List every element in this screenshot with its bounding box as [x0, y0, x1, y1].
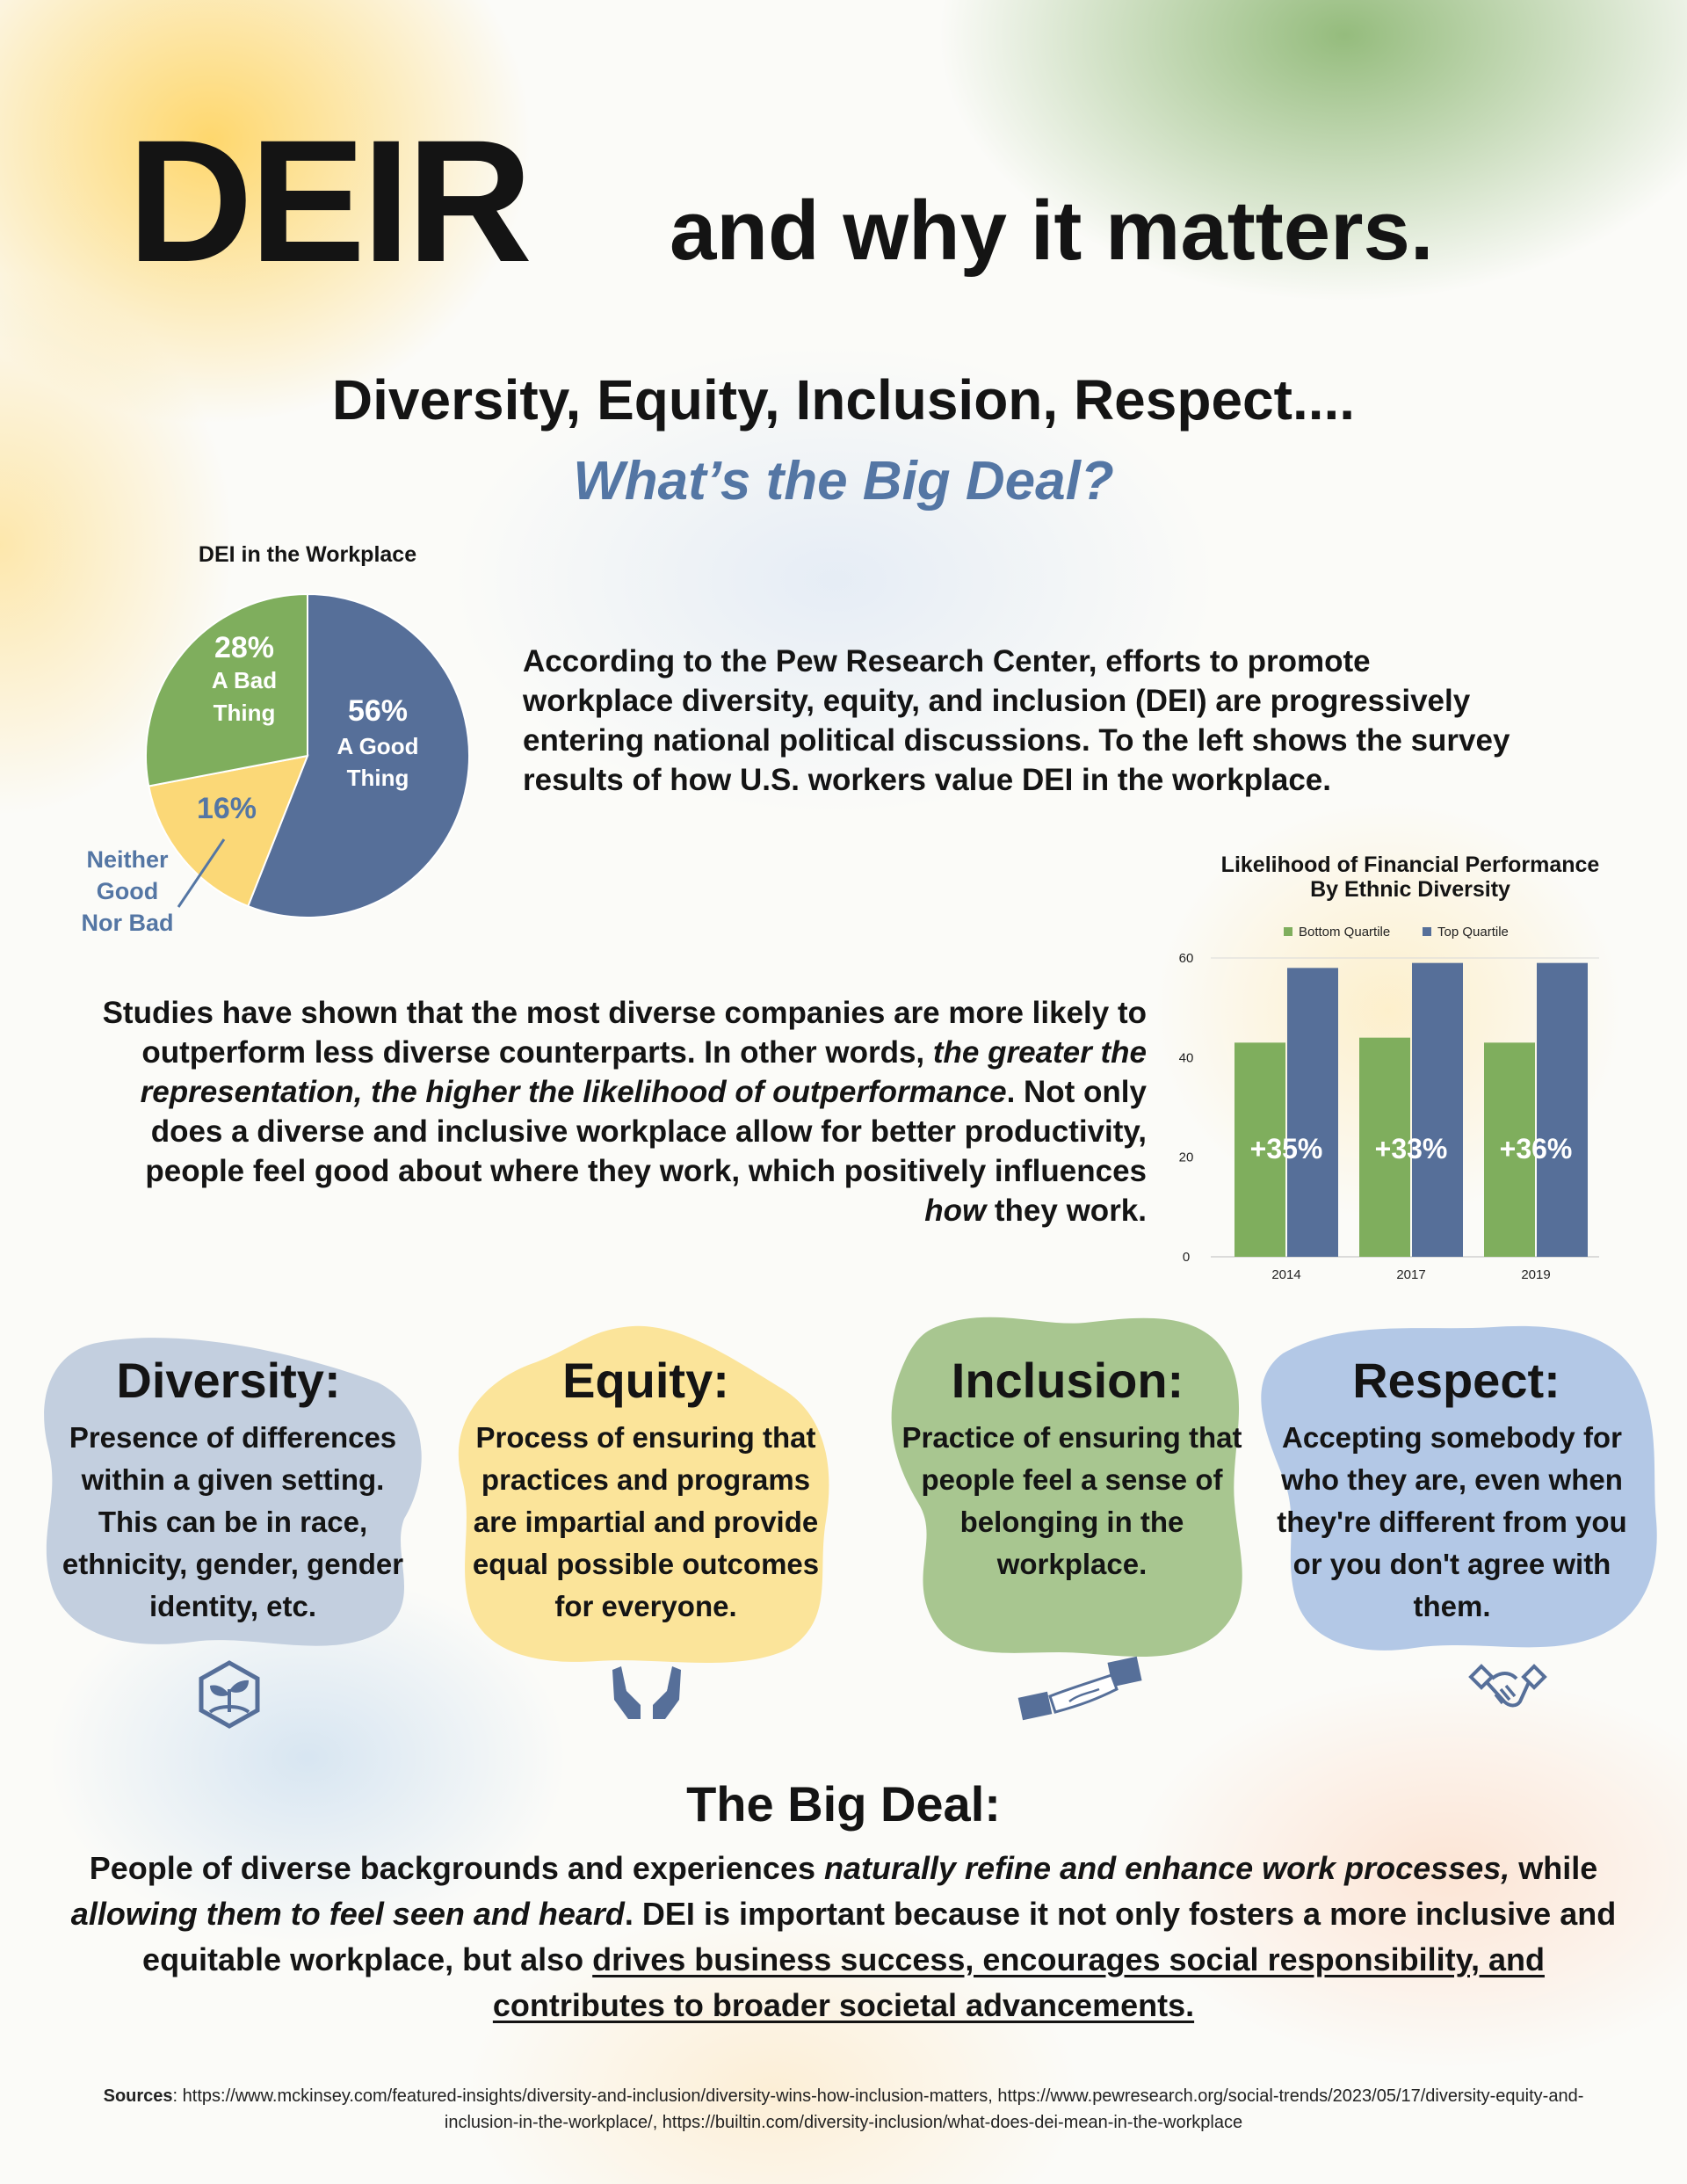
y-tick-40: 40	[1178, 1050, 1194, 1066]
studies-text-1: Studies have shown that the most diverse companies are more likely to outperform less diverse counterparts. In other words,	[102, 996, 1147, 1070]
pie-label-neither-1: Neither	[86, 846, 169, 873]
bar-2017-top	[1412, 963, 1463, 1257]
big-deal-title: The Big Deal:	[686, 1776, 1001, 1832]
pie-label-good-2: Thing	[346, 765, 409, 791]
studies-emphasis-1: the greater the representation, the higher the likelihood of outperformance	[140, 1035, 1147, 1109]
diversity-text: Presence of differences within a given setting. This can be in race, ethnicity, gender, gender identity, etc.	[62, 1421, 404, 1622]
sources-text: : https://www.mckinsey.com/featured-insights/diversity-and-inclusion/diversity-wins-how-inclusion-matters, https://www.pewresearch.org/social-trends/2023/05/17/diversity-equity-and-inclusion-in-the-workplace/, https://builtin.com/diversity-inclusion/what-does-dei-mean-in-the-workplace	[172, 2086, 1584, 2132]
x-tick-2014: 2014	[1271, 1267, 1301, 1282]
bar-label-2019: +36%	[1499, 1133, 1573, 1165]
intro-paragraph: According to the Pew Research Center, efforts to promote workplace diversity, equity, and inclusion (DEI) are progressively entering national political discussions. To the left shows the survey results of how U.S. workers value DEI in the workplace.	[523, 644, 1510, 797]
respect-text: Accepting somebody for who they are, even when they're different from you or you don't agree with them.	[1277, 1421, 1627, 1622]
plant-hexagon-icon	[194, 1659, 264, 1730]
bar-chart-title-line2: By Ethnic Diversity	[1310, 877, 1510, 902]
big-deal-text-1: People of diverse backgrounds and experiences	[89, 1850, 824, 1886]
pie-leader-line	[171, 835, 233, 914]
big-deal-emphasis-1: naturally refine and enhance work processes,	[823, 1850, 1510, 1886]
y-tick-20: 20	[1178, 1150, 1194, 1165]
pie-label-bad-2: Thing	[213, 700, 276, 726]
y-tick-0: 0	[1182, 1250, 1191, 1265]
respect-title: Respect:	[1352, 1353, 1560, 1408]
studies-emphasis-2: how	[924, 1194, 987, 1228]
legend-bottom-quartile: Bottom Quartile	[1299, 925, 1391, 940]
legend-swatch-top	[1423, 927, 1431, 936]
inclusion-title: Inclusion:	[951, 1353, 1184, 1408]
handshake-icon	[1015, 1654, 1145, 1724]
studies-paragraph	[83, 993, 1147, 1230]
title-rest: and why it matters.	[670, 184, 1434, 278]
legend-swatch-bottom	[1284, 927, 1292, 936]
equity-title: Equity:	[562, 1353, 729, 1408]
pie-pct-good: 56%	[347, 694, 409, 728]
pie-pct-neither: 16%	[196, 792, 257, 825]
big-deal-text-3: . DEI is important because it not only fosters a more inclusive and equitable workplace, but also	[142, 1896, 1617, 1977]
tagline: What’s the Big Deal?	[573, 451, 1114, 512]
big-deal-underline: drives business success, encourages social responsibility, and contributes to broader societal advancements.	[492, 1941, 1545, 2023]
pie-chart-title: DEI in the Workplace	[198, 542, 417, 567]
pie-label-neither	[75, 844, 180, 939]
handshake-outline-icon	[1466, 1652, 1550, 1730]
y-tick-60: 60	[1178, 951, 1194, 966]
sources	[88, 2083, 1599, 2136]
diversity-title: Diversity:	[116, 1353, 341, 1408]
bar-2014-top	[1287, 968, 1338, 1257]
big-deal-text-2: while	[1510, 1850, 1598, 1886]
subtitle: Diversity, Equity, Inclusion, Respect....	[331, 368, 1356, 432]
pie-label-bad-1: A Bad	[211, 667, 278, 693]
bar-label-2014: +35%	[1249, 1133, 1323, 1165]
inclusion-text: Practice of ensuring that people feel a sense of belonging in the workplace.	[901, 1421, 1242, 1580]
hands-icon	[609, 1661, 684, 1723]
legend-top-quartile: Top Quartile	[1437, 925, 1509, 940]
bar-label-2017: +33%	[1374, 1133, 1448, 1165]
pie-pct-bad: 28%	[214, 631, 275, 664]
studies-text-2: . Not only does a diverse and inclusive workplace allow for better productivity, people feel good about where they work, which positively influences	[145, 1075, 1147, 1188]
equity-text: Process of ensuring that practices and programs are impartial and provide equal possible outcomes for everyone.	[472, 1421, 820, 1622]
bar-chart-title-line1: Likelihood of Financial Performance	[1220, 853, 1600, 877]
x-tick-2017: 2017	[1396, 1267, 1426, 1282]
pie-label-neither-2: Good	[96, 878, 159, 904]
bar-chart-title	[1177, 853, 1643, 902]
big-deal-paragraph	[53, 1846, 1634, 2028]
bar-2019-top	[1537, 963, 1588, 1257]
sources-label: Sources	[103, 2086, 173, 2106]
bar-chart	[1169, 918, 1599, 1288]
pie-label-neither-3: Nor Bad	[81, 910, 174, 936]
studies-text-3: they work.	[986, 1194, 1147, 1228]
pie-label-good-1: A Good	[337, 733, 419, 759]
title-deir: DEIR	[127, 104, 530, 298]
x-tick-2019: 2019	[1521, 1267, 1551, 1282]
big-deal-emphasis-2: allowing them to feel seen and heard	[70, 1896, 625, 1932]
